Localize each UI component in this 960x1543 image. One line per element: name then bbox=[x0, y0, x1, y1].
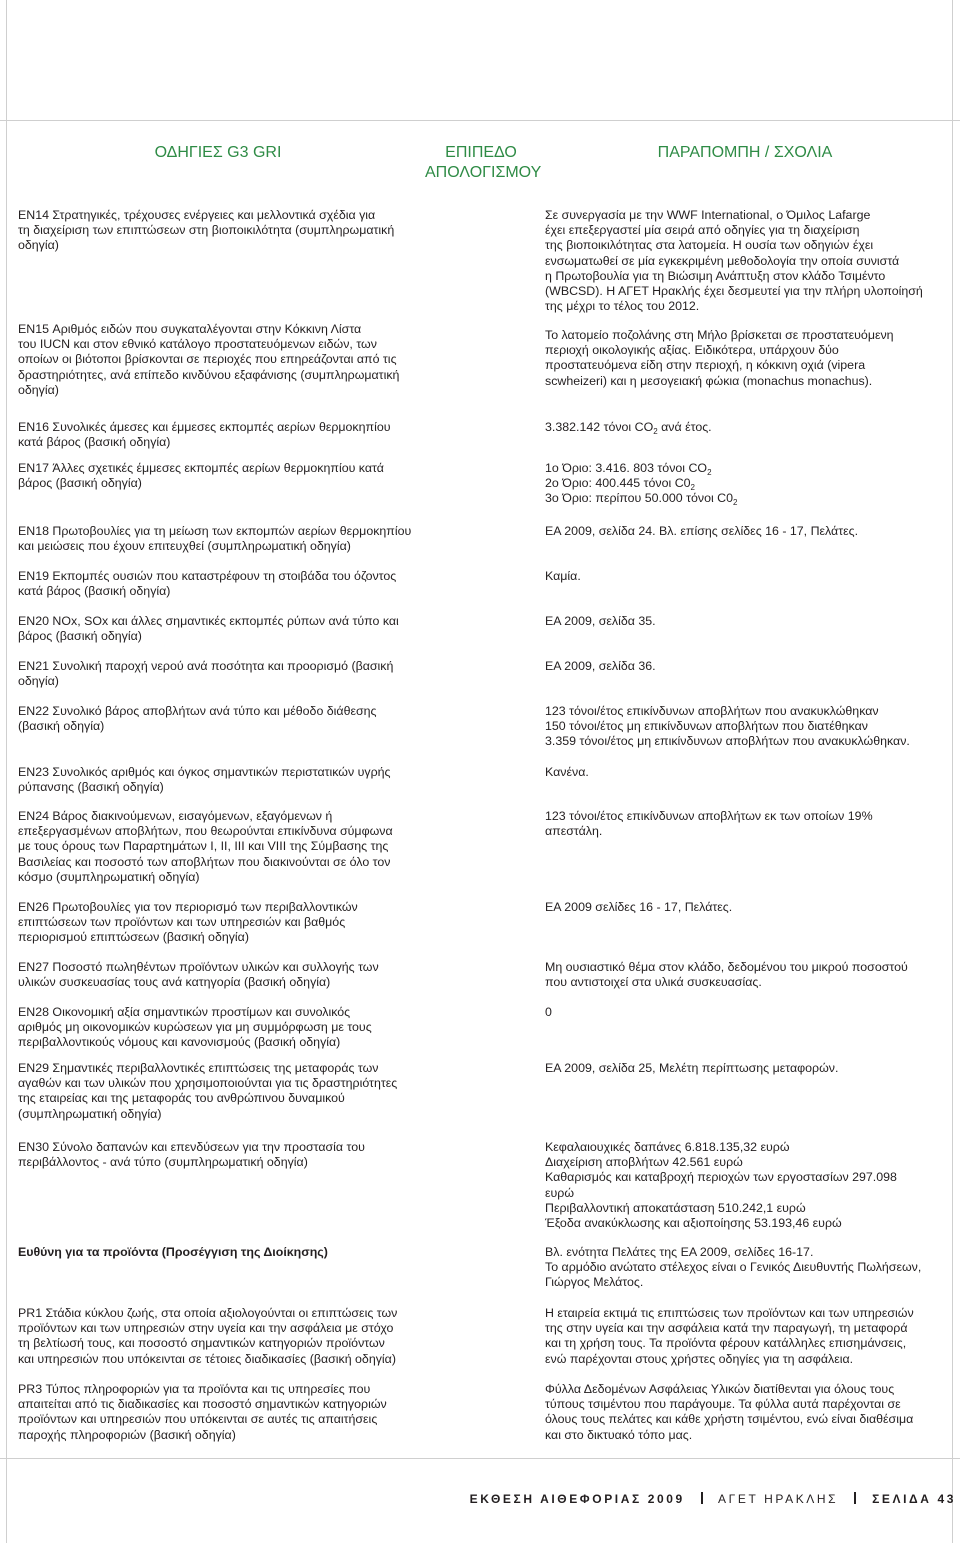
column-header-level bbox=[425, 143, 542, 183]
footer-separator bbox=[701, 1492, 703, 1504]
column-header-level-line1: ΕΠΙΠΕΔΟ bbox=[445, 144, 517, 161]
row-en23-comment: Κανένα. bbox=[545, 765, 589, 779]
row-en22-indicator: EN22 Συνολικό βάρος αποβλήτων ανά τύπο και μέθοδο διάθεσης (βασική οδηγία) bbox=[18, 704, 377, 734]
row-en24-comment: 123 τόνοι/έτος επικίνδυνων αποβλήτων εκ των οποίων 19% απεστάλη. bbox=[545, 809, 873, 839]
co2-value: 3.382.142 τόνοι CO bbox=[545, 420, 654, 434]
row-en24-indicator: EN24 Βάρος διακινούμενων, εισαγόμενων, εξαγόμενων ή επεξεργασμένων αποβλήτων, που θεωρούνται επικίνδυνα σύμφωνα με τους όρους των Παραρτημάτων I, II, III και VIII της Σύμβασης της Βασιλείας και ποσοστό των αποβλήτων που διακινούνται σε όλο τον κόσμο (συμπληρωματική οδηγία) bbox=[18, 809, 393, 884]
row-en30-comment: Κεφαλαιουχικές δαπάνες 6.818.135,32 ευρώ Διαχείριση αποβλήτων 42.561 ευρώ Καθαρισμός και καταβροχή περιοχών των εργοστασίων 297.098 ευρώ Περιβαλλοντική αποκατάσταση 510.242,1 ευρώ Έξοδα ανακύκλωσης και αξιοποίησης 53.193,46 ευρώ bbox=[545, 1140, 897, 1231]
co2-subscript: 2 bbox=[707, 468, 712, 477]
emission-scope-line bbox=[545, 461, 945, 476]
emission-scope-line bbox=[545, 491, 945, 506]
emission-scope-line bbox=[545, 476, 945, 491]
row-en28-indicator: EN28 Οικονομική αξία σημαντικών προστίμων και συνολικός αριθμός μη οικονομικών κυρώσεων για μη συμμόρφωση με τους περιβαλλοντικούς νόμους και κανονισμούς (βασική οδηγία) bbox=[18, 1005, 372, 1050]
row-en27-comment: Μη ουσιαστικό θέμα στον κλάδο, δεδομένου του μικρού ποσοστού που αντιστοιχεί στα υλικά συσκευασίας. bbox=[545, 960, 908, 990]
frame-line-top bbox=[0, 120, 960, 121]
frame-line-right bbox=[952, 0, 953, 1543]
row-pr3-indicator: PR3 Τύπος πληροφοριών για τα προϊόντα και τις υπηρεσίες που απαιτείται από τις διαδικασίες και ποσοστό σημαντικών κατηγοριών προϊόντων και υπηρεσιών που υπόκεινται σε αυτές τις απαιτήσεις παροχής πληροφοριών (βασική οδηγία) bbox=[18, 1382, 387, 1442]
row-en20-comment: ΕΑ 2009, σελίδα 35. bbox=[545, 614, 656, 628]
row-pr3-comment: Φύλλα Δεδομένων Ασφάλειας Υλικών διατίθενται για όλους τους τύπους τσιμέντου που παράγουμε. Τα φύλλα αυτά παρέχονται σε όλους τους πελάτες και κάθε χρήστη τσιμέντου, ενώ είναι διαθέσιμα και στο δικτυακό τόπο μας. bbox=[545, 1382, 914, 1442]
column-header-reference: ΠΑΡΑΠΟΜΠΗ / ΣΧΟΛΙΑ bbox=[657, 144, 833, 161]
row-en21-comment: ΕΑ 2009, σελίδα 36. bbox=[545, 659, 656, 673]
row-en18-indicator: EN18 Πρωτοβουλίες για τη μείωση των εκπομπών αερίων θερμοκηπίου και μειώσεις που έχουν επιτευχθεί (συμπληρωματική οδηγία) bbox=[18, 524, 412, 554]
row-products-comment: Βλ. ενότητα Πελάτες της ΕΑ 2009, σελίδες 16-17. Το αρμόδιο ανώτατο στέλεχος είναι ο Γενικός Διευθυντής Πωλήσεων, Γιώργος Μελάτος. bbox=[545, 1245, 922, 1290]
row-en29-indicator: EN29 Σημαντικές περιβαλλοντικές επιπτώσεις της μεταφοράς των αγαθών και των υλικών που χρησιμοποιούνται για τις δραστηριότητες της εταιρείας και της μεταφοράς του ανθρώπινου δυναμικού (συμπληρωματική οδηγία) bbox=[18, 1061, 398, 1121]
row-pr1-comment: Η εταιρεία εκτιμά τις επιπτώσεις των προϊόντων και των υπηρεσιών της στην υγεία και την ασφάλεια κατά την παραγωγή, τη μεταφορά και τη χρήση τους. Τα προϊόντα φέρουν κατάλληλες επισημάνσεις, ενώ παρέχονται στους χρήστες οδηγίες για τη ασφάλεια. bbox=[545, 1306, 914, 1366]
column-header-level-line2: ΑΠΟΛΟΓΙΣΜΟΥ bbox=[425, 164, 542, 181]
row-en26-indicator: EN26 Πρωτοβουλίες για τον περιορισμό των περιβαλλοντικών επιπτώσεων των προϊόντων και των υπηρεσιών και βαθμός περιορισμού επιπτώσεων (βασική οδηγία) bbox=[18, 900, 358, 945]
co2-subscript: 2 bbox=[690, 483, 695, 493]
row-en15-indicator: EN15 Αριθμός ειδών που συγκαταλέγονται στην Κόκκινη Λίστα του IUCN και στον εθνικό κατάλογο προστατευόμενων ειδών, των οποίων οι βιότοποι βρίσκονται σε περιοχές που επηρεάζονται από τις δραστηριότητες, ανά επίπεδο κινδύνου εξαφάνισης (συμπληρωματική οδηγία) bbox=[18, 322, 400, 397]
co2-subscript: 2 bbox=[653, 427, 658, 436]
row-en28-comment: 0 bbox=[545, 1005, 552, 1019]
row-en14-indicator: EN14 Στρατηγικές, τρέχουσες ενέργειες και μελλοντικά σχέδια για τη διαχείριση των επιπτώσεων στη βιοποικιλότητα (συμπληρωματική οδηγία) bbox=[18, 208, 395, 253]
row-en17-indicator: EN17 Άλλες σχετικές έμμεσες εκπομπές αερίων θερμοκηπίου κατά βάρος (βασική οδηγία) bbox=[18, 461, 384, 491]
row-en27-indicator: EN27 Ποσοστό πωληθέντων προϊόντων υλικών και συλλογής των υλικών συσκευασίας τους ανά κατηγορία (βασική οδηγία) bbox=[18, 960, 379, 990]
row-en29-comment: ΕΑ 2009, σελίδα 25, Μελέτη περίπτωσης μεταφορών. bbox=[545, 1061, 839, 1075]
footer-company: ΑΓΕΤ ΗΡΑΚΛΗΣ bbox=[718, 1492, 839, 1506]
row-en14-comment: Σε συνεργασία με την WWF International, ο Όμιλος Lafarge έχει επεξεργαστεί μία σειρά από οδηγίες για τη διαχείριση της βιοποικιλότητας στα λατομεία. Η ουσία των οδηγιών έχει ενσωματωθεί σε μία εγκεκριμένη μεθοδολογία την οποία συνιστά η Πρωτοβουλία για τη Βιώσιμη Ανάπτυξη στον κλάδο Τσιμέντο (WBCSD). Η ΑΓΕΤ Ηρακλής έχει δεσμευτεί για την πλήρη υλοποίησή της μέχρι το τέλος του 2012. bbox=[545, 208, 923, 314]
frame-line-bottom bbox=[0, 1458, 960, 1459]
row-en20-indicator: EN20 NOx, SOx και άλλες σημαντικές εκπομπές ρύπων ανά τύπο και βάρος (βασική οδηγία) bbox=[18, 614, 399, 644]
row-en30-indicator: EN30 Σύνολο δαπανών και επενδύσεων για την προστασία του περιβάλλοντος - ανά τύπο (συμπληρωματική οδηγία) bbox=[18, 1140, 365, 1170]
emission-scope-value: 3ο Όριο: περίπου 50.000 τόνοι C0 bbox=[545, 491, 734, 506]
footer-separator bbox=[854, 1492, 856, 1504]
row-en19-indicator: EN19 Εκπομπές ουσιών που καταστρέφουν τη στοιβάδα του όζοντος κατά βάρος (βασική οδηγία) bbox=[18, 569, 397, 599]
footer-page-number: ΣΕΛΙΔΑ 43 bbox=[872, 1492, 956, 1506]
co2-unit: ανά έτος. bbox=[657, 420, 712, 434]
row-en23-indicator: EN23 Συνολικός αριθμός και όγκος σημαντικών περιστατικών υγρής ρύπανσης (βασική οδηγία) bbox=[18, 765, 391, 795]
reporting-level-column bbox=[428, 200, 530, 1458]
frame-line-left bbox=[6, 0, 7, 1543]
row-pr1-indicator: PR1 Στάδια κύκλου ζωής, στα οποία αξιολογούνται οι επιπτώσεις των προϊόντων και των υπηρεσιών στην υγεία και την ασφάλεια με στόχο τη βελτίωσή τους, και ποσοστό σημαντικών κατηγοριών προϊόντων και υπηρεσιών που υπόκεινται σε τέτοιες διαδικασίες (βασική οδηγία) bbox=[18, 1306, 398, 1366]
emission-scope-value: 2ο Όριο: 400.445 τόνοι C0 bbox=[545, 476, 691, 491]
row-products-indicator: Ευθύνη για τα προϊόντα (Προσέγγιση της Διοίκησης) bbox=[18, 1245, 328, 1259]
row-en19-comment: Καμία. bbox=[545, 569, 581, 583]
row-en22-comment: 123 τόνοι/έτος επικίνδυνων αποβλήτων που ανακυκλώθηκαν 150 τόνοι/έτος μη επικίνδυνων αποβλήτων που διατέθηκαν 3.359 τόνοι/έτος μη επικίνδυνων αποβλήτων που ανακυκλώθηκαν. bbox=[545, 704, 910, 749]
row-en21-indicator: EN21 Συνολική παροχή νερού ανά ποσότητα και προορισμό (βασική οδηγία) bbox=[18, 659, 394, 689]
emission-scope-value: 1ο Όριο: 3.416. 803 τόνοι CO bbox=[545, 461, 708, 475]
row-en26-comment: ΕΑ 2009 σελίδες 16 - 17, Πελάτες. bbox=[545, 900, 733, 914]
footer-report-title: ΕΚΘΕΣΗ ΑΙΘΕΦΟΡΙΑΣ 2009 bbox=[469, 1492, 685, 1506]
column-header-guidelines: ΟΔΗΓΙΕΣ G3 GRI bbox=[154, 144, 282, 161]
page-footer bbox=[470, 1492, 956, 1506]
row-en15-comment: Το λατομείο ποζολάνης στη Μήλο βρίσκεται σε προστατευόμενη περιοχή οικολογικής αξίας. Ειδικότερα, υπάρχουν δύο προστατευόμενα είδη στην περιοχή, η κόκκινη οχιά (vipera scwheizeri) και η μεσογειακή φώκια (monachus monachus). bbox=[545, 328, 894, 388]
row-en16-indicator: EN16 Συνολικές άμεσες και έμμεσες εκπομπές αερίων θερμοκηπίου κατά βάρος (βασική οδηγία) bbox=[18, 420, 391, 450]
row-en18-comment: ΕΑ 2009, σελίδα 24. Βλ. επίσης σελίδες 16 - 17, Πελάτες. bbox=[545, 524, 859, 538]
row-en16-comment bbox=[545, 420, 945, 435]
co2-subscript: 2 bbox=[733, 498, 738, 508]
row-en17-comment bbox=[545, 461, 945, 507]
